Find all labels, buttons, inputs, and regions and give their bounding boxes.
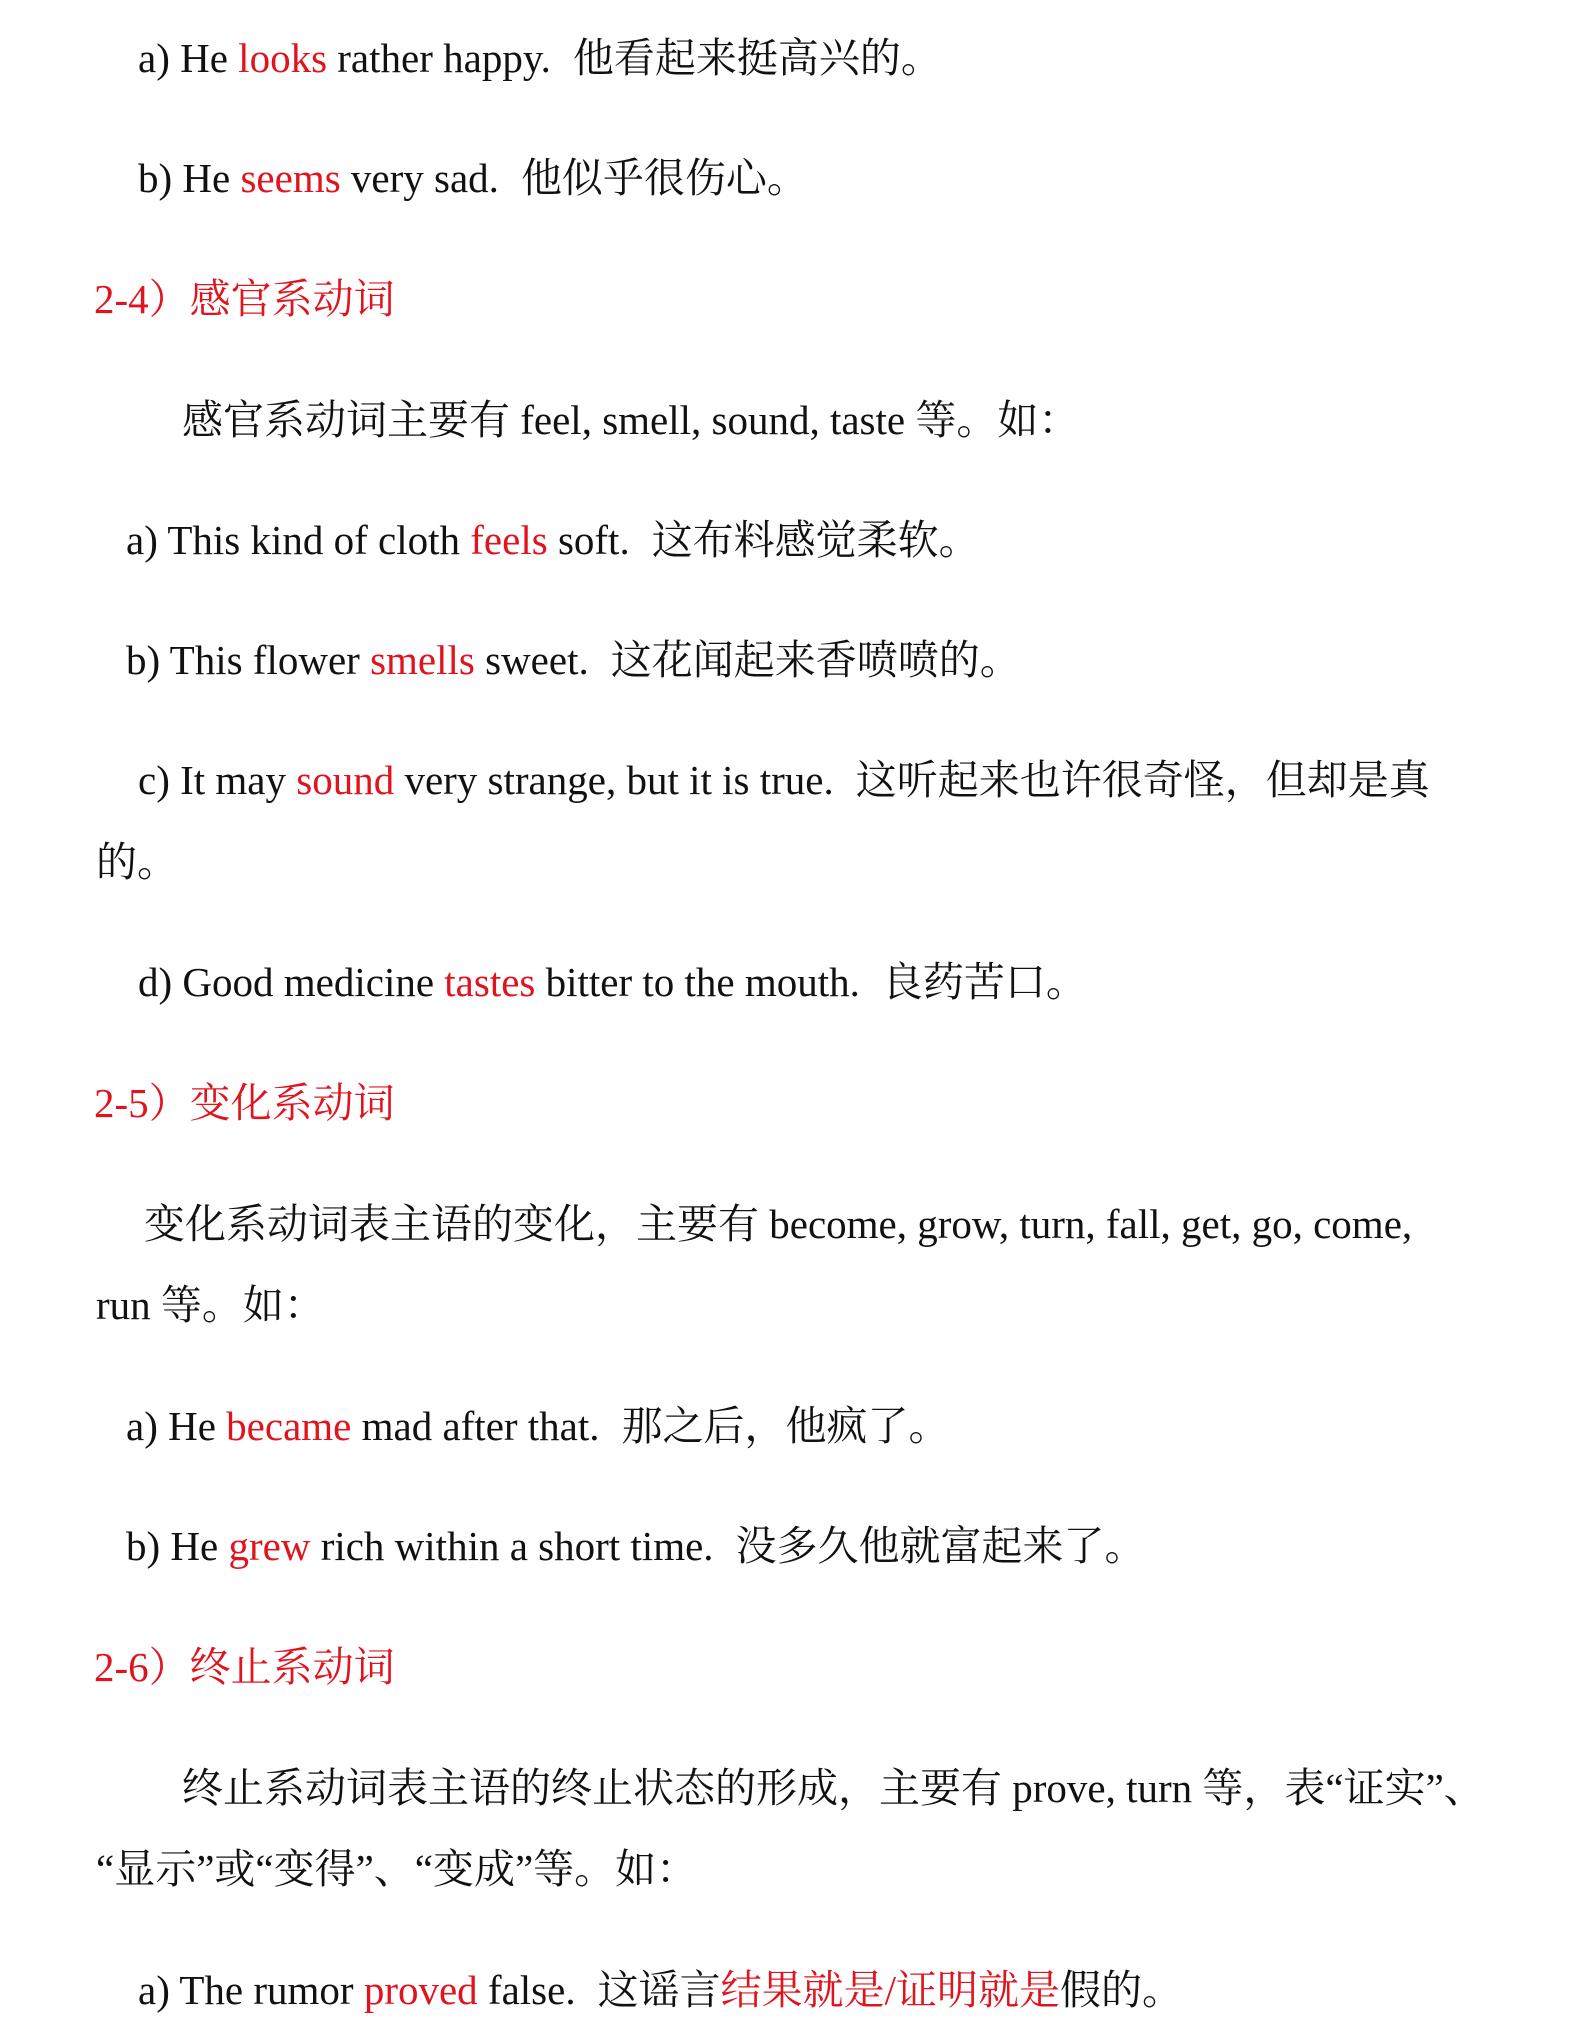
- example-translation: 他看起来挺高兴的。: [572, 35, 942, 81]
- example-line: [138, 754, 1430, 806]
- example-translation: 这布料感觉柔软。: [651, 517, 980, 563]
- example-translation: 这谣言: [597, 1967, 721, 2013]
- highlighted-translation: 结果就是/证明就是: [720, 1967, 1060, 2013]
- example-text: a) This kind of cloth: [126, 517, 471, 563]
- highlighted-verb: sound: [296, 757, 395, 803]
- example-text: a) He: [126, 1403, 227, 1449]
- example-text: false.: [477, 1967, 576, 2013]
- example-line: [138, 32, 942, 84]
- section-intro: 变化系动词表主语的变化，主要有 become, grow, turn, fall, get, go, come,: [144, 1201, 1413, 1247]
- example-line: [138, 152, 808, 204]
- example-text: a) He: [138, 35, 239, 81]
- example-text: d) Good medicine: [138, 959, 445, 1005]
- section-heading: 2-6）终止系动词: [94, 1644, 395, 1690]
- example-translation: 他似乎很伤心。: [520, 155, 808, 201]
- section-intro: 终止系动词表主语的终止状态的形成，主要有 prove, turn 等，表“证实”、: [182, 1765, 1485, 1811]
- example-translation: 假的。: [1059, 1967, 1183, 2013]
- section-intro-continued: “显示”或“变得”、“变成”等。如：: [96, 1846, 698, 1892]
- section-intro-continued: run 等。如：: [96, 1282, 325, 1328]
- example-translation: 良药苦口。: [881, 959, 1087, 1005]
- highlighted-verb: looks: [238, 35, 328, 81]
- example-text: sweet.: [474, 637, 589, 683]
- highlighted-verb: proved: [363, 1967, 478, 2013]
- highlighted-verb: feels: [470, 517, 548, 563]
- example-text: b) This flower: [126, 637, 371, 683]
- example-line: [126, 1400, 950, 1452]
- example-text: a) The rumor: [138, 1967, 364, 2013]
- example-text: b) He: [138, 155, 241, 201]
- example-translation: 没多久他就富起来了。: [735, 1523, 1146, 1569]
- example-line: [138, 956, 1087, 1008]
- example-text: soft.: [547, 517, 630, 563]
- example-translation: 那之后，他疯了。: [621, 1403, 950, 1449]
- example-text: very strange, but it is true.: [394, 757, 834, 803]
- section-intro: 感官系动词主要有 feel, smell, sound, taste 等。如：: [182, 397, 1080, 443]
- example-line: [126, 1520, 1146, 1572]
- example-line: [126, 634, 1021, 686]
- example-text: b) He: [126, 1523, 229, 1569]
- example-line: [138, 1964, 1183, 2016]
- example-translation: 这花闻起来香喷喷的。: [610, 637, 1021, 683]
- section-heading: 2-4）感官系动词: [94, 276, 395, 322]
- example-text: rather happy.: [327, 35, 551, 81]
- example-line: [126, 514, 980, 566]
- section-heading: 2-5）变化系动词: [94, 1080, 395, 1126]
- highlighted-verb: smells: [370, 637, 475, 683]
- example-text: mad after that.: [351, 1403, 600, 1449]
- highlighted-verb: tastes: [444, 959, 536, 1005]
- highlighted-verb: seems: [240, 155, 341, 201]
- example-translation-continued: 的。: [96, 839, 178, 885]
- example-translation: 这听起来也许很奇怪，但却是真: [855, 757, 1430, 803]
- example-text: c) It may: [138, 757, 297, 803]
- example-text: bitter to the mouth.: [535, 959, 860, 1005]
- example-text: rich within a short time.: [310, 1523, 714, 1569]
- example-text: very sad.: [340, 155, 499, 201]
- highlighted-verb: became: [226, 1403, 352, 1449]
- highlighted-verb: grew: [228, 1523, 311, 1569]
